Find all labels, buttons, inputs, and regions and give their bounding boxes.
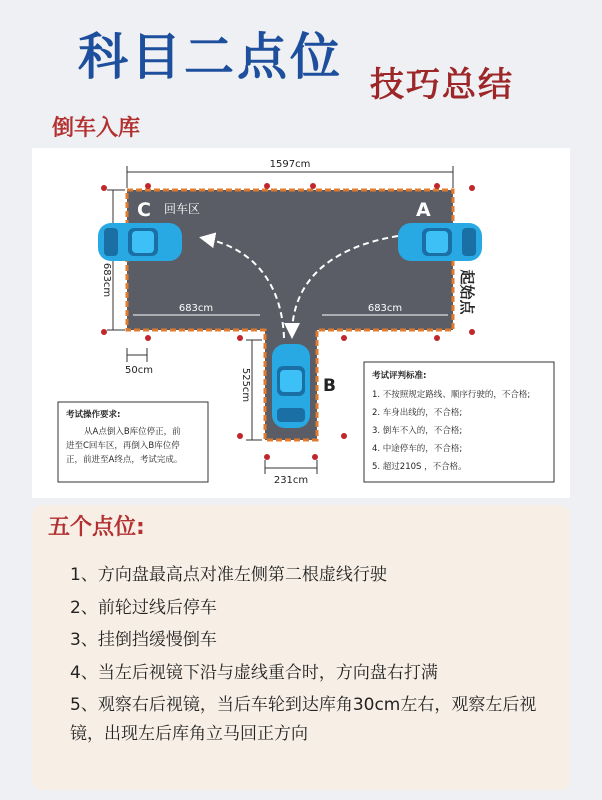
- criteria-item: 5. 超过210S ，不合格。: [372, 462, 467, 472]
- marker-dot: [264, 183, 270, 189]
- car-left: [98, 223, 182, 261]
- marker-dot: [469, 329, 475, 335]
- marker-dot: [237, 433, 243, 439]
- tips-title: 五个点位:: [48, 515, 145, 540]
- dim-top-label: 1597cm: [269, 159, 311, 170]
- tip-item: 5、观察右后视镜，当后车轮到达库角30cm左右，观察左后视镜，出现左后库角立马回正方向: [70, 695, 537, 744]
- marker-dot: [310, 183, 316, 189]
- car-right: [398, 223, 482, 261]
- marker-dot: [145, 335, 151, 341]
- page-title: 科目二点位: [78, 28, 343, 86]
- section-title-reverse-parking: 倒车入库: [52, 116, 141, 141]
- criteria-title: 考试评判标准:: [372, 371, 427, 381]
- dim-gap-label: 50cm: [125, 365, 153, 376]
- instructions-line: 进至C回车区，再倒入B库位停: [66, 441, 180, 451]
- criteria-box: [364, 362, 554, 482]
- marker-dot: [264, 454, 270, 460]
- tip-item: 2、前轮过线后停车: [70, 598, 217, 618]
- dim-garage-width-label: 231cm: [273, 475, 309, 486]
- dim-mid-left-label: 683cm: [178, 303, 214, 314]
- criteria-item: 1. 不按照规定路线、顺序行驶的，不合格;: [372, 390, 531, 400]
- marker-dot: [434, 183, 440, 189]
- instructions-box: [58, 402, 208, 482]
- criteria-item: 4. 中途停车的，不合格;: [372, 444, 463, 454]
- tip-item: 4、当左后视镜下沿与虚线重合时，方向盘右打满: [70, 663, 438, 683]
- marker-dot: [237, 335, 243, 341]
- start-point-label: 起始点: [458, 269, 476, 315]
- dim-mid-right-label: 683cm: [367, 303, 403, 314]
- car-garage: [272, 344, 310, 428]
- instructions-title: 考试操作要求:: [66, 410, 121, 420]
- marker-dot: [101, 329, 107, 335]
- marker-dot: [434, 335, 440, 341]
- page-subtitle: 技巧总结: [370, 65, 514, 105]
- marker-dot: [469, 185, 475, 191]
- dim-garage-height-label: 525cm: [240, 367, 251, 403]
- zone-b-letter: B: [323, 376, 336, 396]
- criteria-item: 3. 倒车不入的，不合格;: [372, 426, 463, 436]
- tip-item: 3、挂倒挡缓慢倒车: [70, 630, 217, 650]
- dim-left-label: 683cm: [101, 262, 112, 298]
- instructions-line: 正，前进至A终点，考试完成。: [66, 455, 183, 465]
- marker-dot: [101, 185, 107, 191]
- marker-dot: [341, 335, 347, 341]
- marker-dot: [312, 454, 318, 460]
- tip-item: 1、方向盘最高点对准左侧第二根虚线行驶: [70, 565, 387, 585]
- instructions-line: 从A点倒入B库位停正，前: [84, 427, 181, 437]
- marker-dot: [145, 183, 151, 189]
- zone-a-letter: A: [416, 199, 431, 221]
- zone-c-letter: C: [137, 199, 151, 221]
- marker-dot: [341, 433, 347, 439]
- zone-c-text: 回车区: [164, 202, 201, 216]
- criteria-item: 2. 车身出线的，不合格;: [372, 408, 463, 418]
